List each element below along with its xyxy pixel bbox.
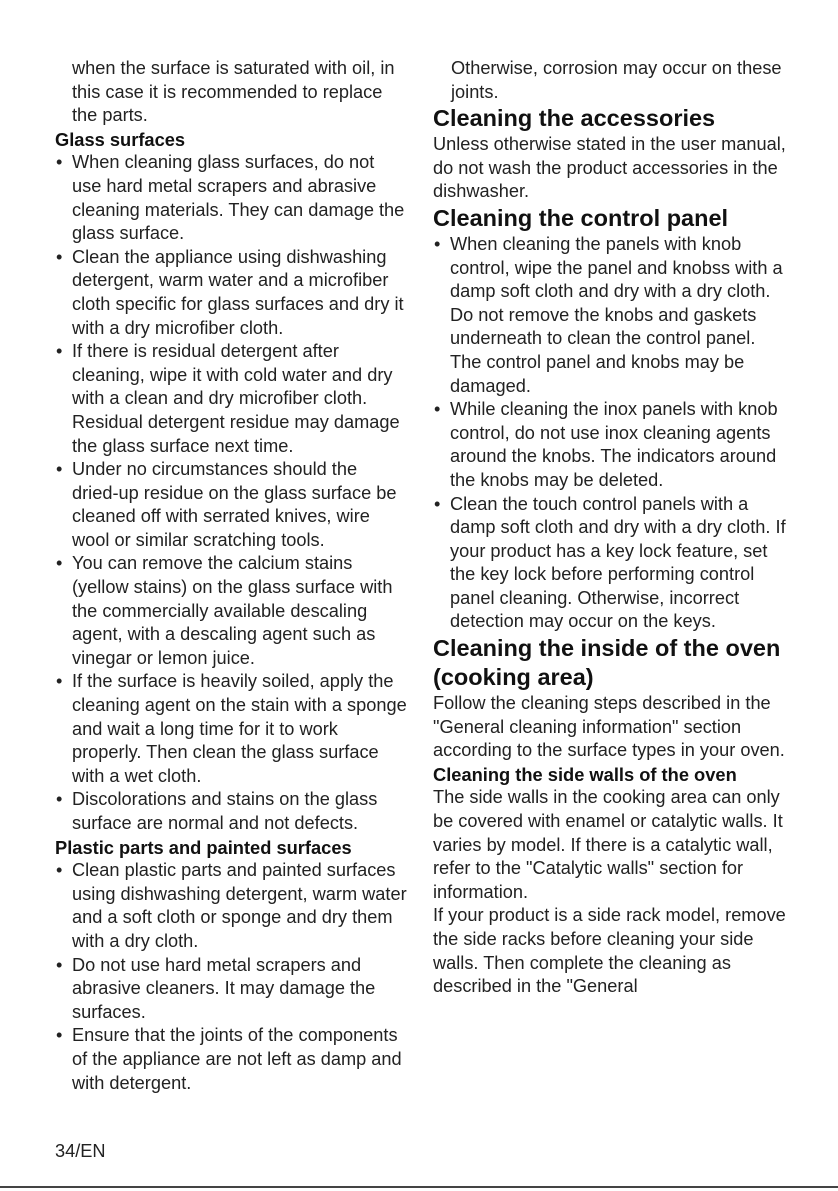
list-item: • If there is residual detergent after cleaning, wipe it with cold water and dry with a clean and dry microfiber cloth. Residual detergent residue may damage the glass surface next time. bbox=[56, 341, 400, 456]
control-panel-list bbox=[433, 233, 789, 634]
side-walls-text-2: If your product is a side rack model, remove the side racks before cleaning your side walls. Then complete the cleaning as described in the "General bbox=[433, 905, 786, 997]
accessories-text: Unless otherwise stated in the user manual, do not wash the product accessories in the dishwasher. bbox=[433, 134, 786, 202]
bullet-icon: • bbox=[56, 954, 63, 975]
bullet-icon: • bbox=[56, 789, 63, 810]
control-panel-heading: Cleaning the control panel bbox=[433, 204, 729, 231]
bullet-icon: • bbox=[56, 1025, 63, 1046]
list-item: • Do not use hard metal scrapers and abrasive cleaners. It may damage the surfaces. bbox=[56, 954, 376, 1022]
page-number: 34/EN bbox=[55, 1141, 106, 1161]
right-intro-text: Otherwise, corrosion may occur on these joints. bbox=[451, 58, 782, 102]
left-intro-text: when the surface is saturated with oil, in this case it is recommended to replace the parts. bbox=[72, 58, 395, 126]
bullet-icon: • bbox=[56, 152, 63, 173]
bullet-icon: • bbox=[434, 233, 441, 254]
bullet-icon: • bbox=[56, 671, 63, 692]
left-column bbox=[55, 57, 407, 1095]
list-item: • Ensure that the joints of the components of the appliance are not left as damp and with detergent. bbox=[56, 1025, 402, 1093]
list-item: • While cleaning the inox panels with knob control, do not use inox cleaning agents around the knobs. The indicators around the knobs may be deleted. bbox=[434, 399, 778, 490]
list-item: • When cleaning the panels with knob control, wipe the panel and knobss with a damp soft cloth and dry with a dry cloth. Do not remove the knobs and gaskets underneath to clean the control panel. The control panel and knobs may be damaged. bbox=[434, 233, 783, 396]
list-item: • Clean the touch control panels with a damp soft cloth and dry with a dry cloth. If your product has a key lock feature, set the key lock before performing control panel cleaning. Otherwise, incorrect detection may occur on the keys. bbox=[434, 493, 786, 632]
list-item: • Discolorations and stains on the glass surface are normal and not defects. bbox=[56, 789, 378, 833]
list-item: • When cleaning glass surfaces, do not use hard metal scrapers and abrasive cleaning materials. They can damage the glass surface. bbox=[56, 152, 405, 244]
bullet-icon: • bbox=[434, 399, 441, 420]
bottom-divider bbox=[0, 1186, 838, 1188]
list-item: • You can remove the calcium stains (yellow stains) on the glass surface with the commercially available descaling agent, with a descaling agent such as vinegar or lemon juice. bbox=[56, 553, 393, 668]
glass-surfaces-list bbox=[55, 151, 407, 835]
inside-oven-heading: Cleaning the inside of the oven (cooking area) bbox=[433, 635, 781, 691]
bullet-icon: • bbox=[56, 341, 63, 362]
glass-surfaces-heading: Glass surfaces bbox=[55, 128, 186, 150]
right-column bbox=[433, 57, 789, 999]
bullet-icon: • bbox=[56, 553, 63, 574]
list-item: • Under no circumstances should the dried-up residue on the glass surface be cleaned off with serrated knives, wire wool or similar scratching tools. bbox=[56, 459, 397, 550]
plastic-parts-list bbox=[55, 859, 407, 1095]
bullet-icon: • bbox=[56, 459, 63, 480]
inside-oven-text: Follow the cleaning steps described in the "General cleaning information" section according to the surface types in your oven. bbox=[433, 693, 785, 761]
side-walls-heading: Cleaning the side walls of the oven bbox=[433, 763, 737, 785]
list-item: • Clean plastic parts and painted surfaces using dishwashing detergent, warm water and a soft cloth or sponge and dry them with a dry cloth. bbox=[56, 860, 407, 951]
side-walls-text-1: The side walls in the cooking area can only be covered with enamel or catalytic walls. It varies by model. If there is a catalytic wall, refer to the "Catalytic walls" section for information. bbox=[433, 787, 783, 902]
list-item: • Clean the appliance using dishwashing detergent, warm water and a microfiber cloth specific for glass surfaces and dry it with a dry microfiber cloth. bbox=[56, 246, 404, 338]
bullet-icon: • bbox=[56, 246, 63, 267]
plastic-parts-heading: Plastic parts and painted surfaces bbox=[55, 836, 352, 858]
bullet-icon: • bbox=[56, 860, 63, 881]
bullet-icon: • bbox=[434, 493, 441, 514]
accessories-heading: Cleaning the accessories bbox=[433, 105, 716, 132]
list-item: • If the surface is heavily soiled, apply the cleaning agent on the stain with a sponge and wait a long time for it to work properly. Then clean the glass surface with a wet cloth. bbox=[56, 671, 407, 786]
